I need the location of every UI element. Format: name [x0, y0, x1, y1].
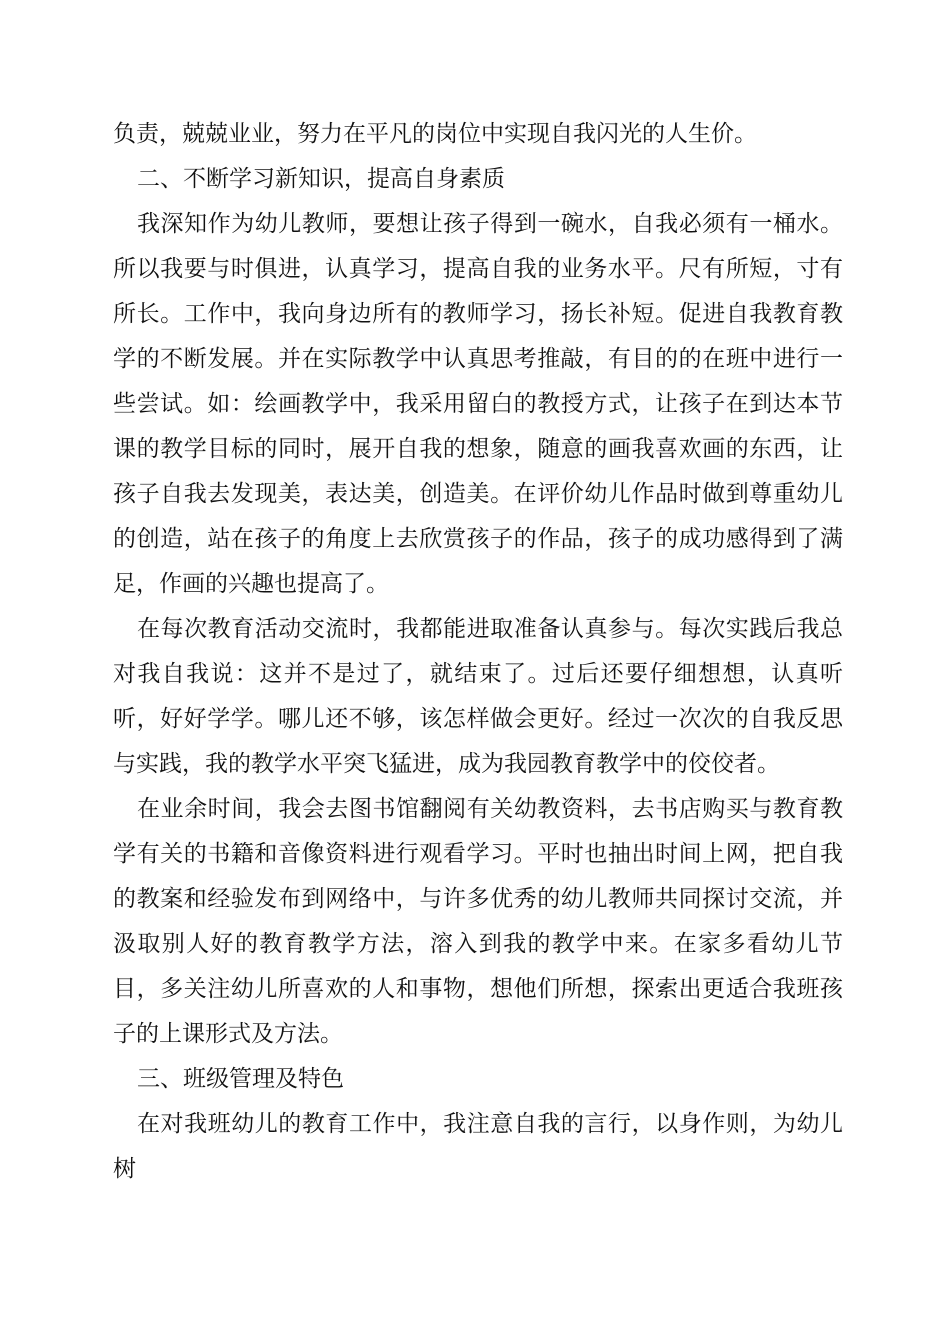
paragraph-reflection: 在每次教育活动交流时，我都能进取准备认真参与。每次实践后我总对我自我说：这并不是过了，就结束了。过后还要仔细想想，认真听听，好好学学。哪儿还不够，该怎样做会更好。经过一次次的自我反思与实践，我的教学水平突飞猛进，成为我园教育教学中的佼佼者。 — [113, 616, 843, 777]
section-heading-2: 二、不断学习新知识，提高自身素质 — [137, 166, 505, 192]
paragraph-continuation: 负责，兢兢业业，努力在平凡的岗位中实现自我闪光的人生价。 — [113, 121, 757, 147]
paragraph-class-management: 在对我班幼儿的教育工作中，我注意自我的言行，以身作则，为幼儿树 — [113, 1111, 843, 1182]
section-heading-3: 三、班级管理及特色 — [137, 1066, 344, 1092]
paragraph-learning: 我深知作为幼儿教师，要想让孩子得到一碗水，自我必须有一桶水。所以我要与时俱进，认真学习，提高自我的业务水平。尺有所短，寸有所长。工作中，我向身边所有的教师学习，扬长补短。促进自我教育教学的不断发展。并在实际教学中认真思考推敲，有目的的在班中进行一些尝试。如：绘画教学中，我采用留白的教授方式，让孩子在到达本节课的教学目标的同时，展开自我的想象，随意的画我喜欢画的东西，让孩子自我去发现美，表达美，创造美。在评价幼儿作品时做到尊重幼儿的创造，站在孩子的角度上去欣赏孩子的作品，孩子的成功感得到了满足，作画的兴趣也提高了。 — [113, 211, 843, 597]
document-body — [113, 112, 843, 1192]
paragraph-spare-time: 在业余时间，我会去图书馆翻阅有关幼教资料，去书店购买与教育教学有关的书籍和音像资料进行观看学习。平时也抽出时间上网，把自我的教案和经验发布到网络中，与许多优秀的幼儿教师共同探讨交流，并汲取别人好的教育教学方法，溶入到我的教学中来。在家多看幼儿节目，多关注幼儿所喜欢的人和事物，想他们所想，探索出更适合我班孩子的上课形式及方法。 — [113, 796, 843, 1047]
